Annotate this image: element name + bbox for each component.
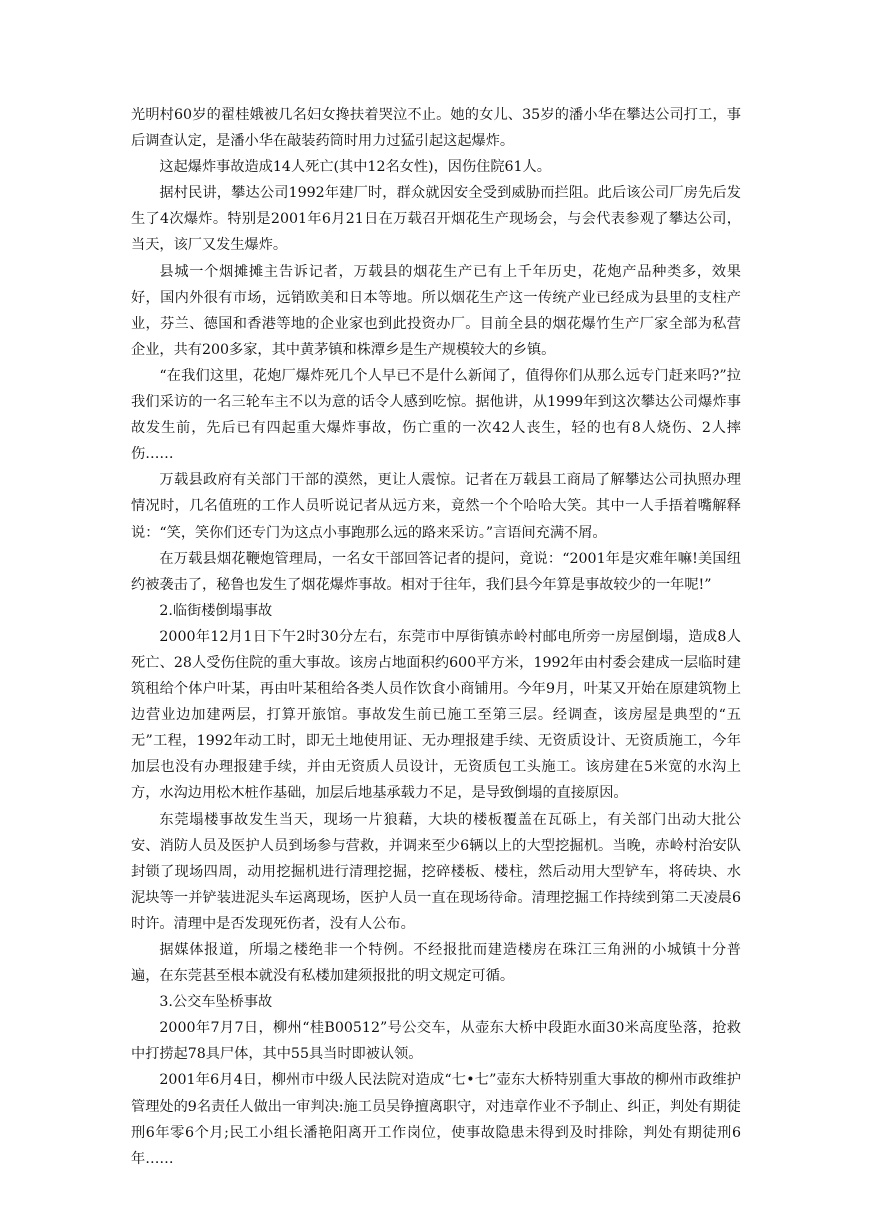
- paragraph: 据媒体报道，所塌之楼绝非一个特例。不经报批而建造楼房在珠江三角洲的小城镇十分普遍，在东莞甚至根本就没有私楼加建须报批的明文规定可循。: [131, 942, 741, 985]
- paragraph: 县城一个烟摊摊主告诉记者，万载县的烟花生产已有上千年历史，花炮产品种类多，效果好，国内外很有市场，远销欧美和日本等地。所以烟花生产这一传统产业已经成为县里的支柱产业，芬兰、德国和香港等地的企业家也到此投资办厂。目前全县的烟花爆竹生产厂家全部为私营企业，共有200多家，其中黄茅镇和株潭乡是生产规模较大的乡镇。: [131, 263, 741, 358]
- paragraph: 东莞塌楼事故发生当天，现场一片狼藉，大块的楼板覆盖在瓦砾上，有关部门出动大批公安、消防人员及医护人员到场参与营救，并调来至少6辆以上的大型挖掘机。当晚，赤岭村治安队封锁了现场四周，动用挖掘机进行清理挖掘，挖碎楼板、楼柱，然后动用大型铲车，将砖块、水泥块等一并铲装进泥头车运离现场，医护人员一直在现场待命。清理挖掘工作持续到第二天凌晨6时许。清理中是否发现死伤者，没有人公布。: [131, 811, 741, 932]
- paragraph: 在万载县烟花鞭炮管理局，一名女干部回答记者的提问，竟说：“2001年是灾难年嘛!美国纽约被袭击了，秘鲁也发生了烟花爆炸事故。相对于往年，我们县今年算是事故较少的一年呢!”: [131, 550, 741, 593]
- paragraph: 据村民讲，攀达公司1992年建厂时，群众就因安全受到威胁而拦阻。此后该公司厂房先后发生了4次爆炸。特别是2001年6月21日在万载召开烟花生产现场会，与会代表参观了攀达公司，当天，该厂又发生爆炸。: [131, 185, 741, 254]
- paragraph-continuation: 光明村60岁的翟桂娥被几名妇女搀扶着哭泣不止。她的女儿、35岁的潘小华在攀达公司打工，事后调查认定，是潘小华在敲装药筒时用力过猛引起这起爆炸。: [131, 107, 741, 150]
- paragraph: 2001年6月4日，柳州市中级人民法院对造成“七•七”壶东大桥特别重大事故的柳州市政维护管理处的9名责任人做出一审判决:施工员吴铮擅离职守，对违章作业不予制止、纠正，判处有期徒刑6年零6个月;民工小组长潘艳阳离开工作岗位，使事故隐患未得到及时排除，判处有期徒刑6年……: [131, 1072, 741, 1167]
- section-heading: 2.临街楼倒塌事故: [159, 602, 273, 619]
- section-heading: 3.公交车坠桥事故: [159, 994, 273, 1011]
- paragraph: 这起爆炸事故造成14人死亡(其中12名女性)，因伤住院61人。: [159, 159, 551, 176]
- paragraph: 万载县政府有关部门干部的漠然，更让人震惊。记者在万载县工商局了解攀达公司执照办理情况时，几名值班的工作人员听说记者从远方来，竟然一个个哈哈大笑。其中一人手捂着嘴解释说：“笑，笑你们还专门为这点小事跑那么远的路来采访。”言语间充满不屑。: [131, 472, 741, 541]
- document-body: [131, 102, 741, 1172]
- paragraph: 2000年7月7日，柳州“桂B00512”号公交车，从壶东大桥中段距水面30米高度坠落，抢救中打捞起78具尸体，其中55具当时即被认领。: [131, 1020, 741, 1063]
- paragraph: “在我们这里，花炮厂爆炸死几个人早已不是什么新闻了，值得你们从那么远专门赶来吗?”拉我们采访的一名三轮车主不以为意的话令人感到吃惊。据他讲，从1999年到这次攀达公司爆炸事故发生前，先后已有四起重大爆炸事故，伤亡重的一次42人丧生，轻的也有8人烧伤、2人摔伤……: [131, 367, 741, 463]
- paragraph: 2000年12月1日下午2时30分左右，东莞市中厚街镇赤岭村邮电所旁一房屋倒塌，造成8人死亡、28人受伤住院的重大事故。该房占地面积约600平方米，1992年由村委会建成一层临时建筑租给个体户叶某，再由叶某租给各类人员作饮食小商铺用。今年9月，叶某又开始在原建筑物上边营业边加建两层，打算开旅馆。事故发生前已施工至第三层。经调查，该房屋是典型的“五无”工程，1992年动工时，即无土地使用证、无办理报建手续、无资质设计、无资质施工，今年加层也没有办理报建手续，并由无资质人员设计，无资质包工头施工。该房建在5米宽的水沟上方，水沟边用松木桩作基础，加层后地基承载力不足，是导致倒塌的直接原因。: [131, 628, 741, 802]
